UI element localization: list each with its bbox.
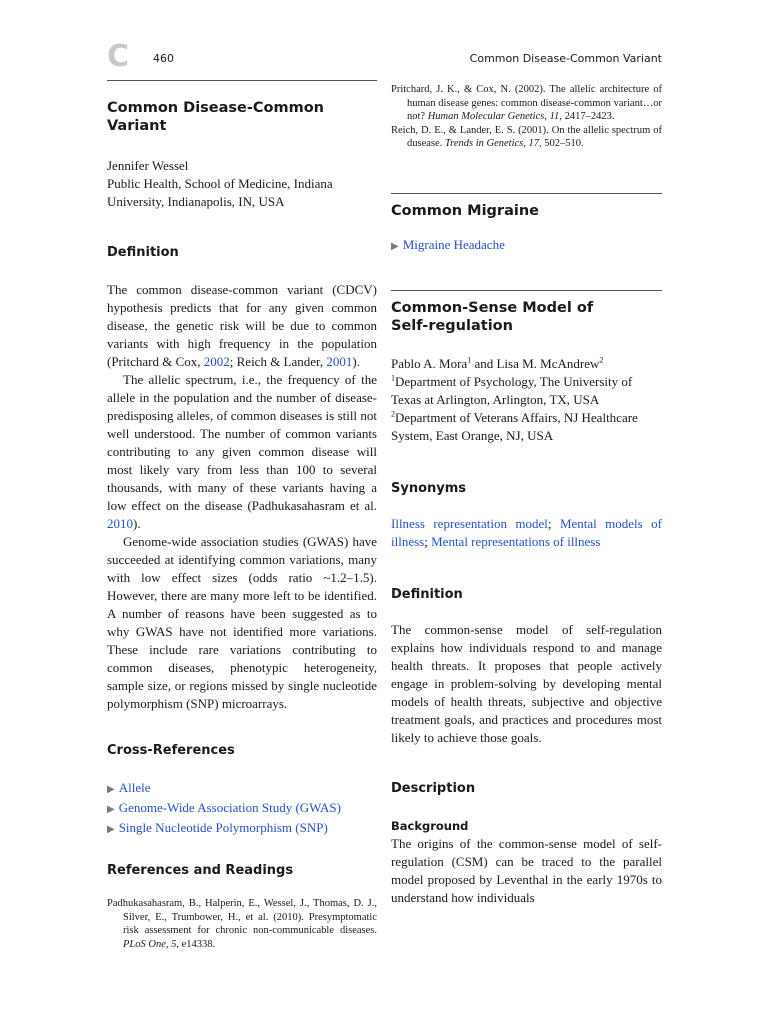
author-block (107, 157, 377, 211)
definition-paragraph-3: Genome-wide association studies (GWAS) have succeeded at identifying common variations, many with low effect sizes (odds ratio ~1.2–1.5). However, there are many more left to be identified. A number of reasons have been suggested as to why GWAS have not identified more variations. These include rare variations contributing to common diseases, phenotypic heterogeneity, sample size, or regions missed by single nucleotide polymorphism (SNP) microarrays. (107, 534, 377, 711)
definition-paragraph-2 (107, 371, 377, 533)
csm-definition-paragraph: The common-sense model of self-regulation explains how individuals respond to and manage health threats. It proposes that people actively engage in problem-solving by developing mental models of health threats, subjective and objective treatment goals, and practices and procedures most likely to achieve those goals. (391, 621, 662, 745)
text-run: ). (352, 354, 360, 369)
synonym-link-illness-representation[interactable]: Illness representation model (391, 515, 548, 531)
separator: ; (424, 533, 432, 549)
reference-reich-2001 (391, 124, 662, 151)
cross-references-heading: Cross-References (107, 743, 235, 758)
triangle-right-icon: ▶ (107, 824, 115, 835)
triangle-right-icon: ▶ (107, 784, 115, 795)
entry-title-csm-line-1: Common-Sense Model of (391, 299, 594, 316)
definition-paragraph-1 (107, 281, 377, 371)
csm-affiliation-2 (391, 409, 662, 445)
journal-name: Human Molecular Genetics, 11 (427, 111, 560, 122)
description-heading: Description (391, 780, 476, 796)
affiliation-marker: 1 (391, 373, 395, 383)
csm-definition-heading: Definition (391, 586, 463, 602)
crossref-link-snp[interactable]: Single Nucleotide Polymorphism (SNP) (118, 820, 328, 835)
affiliation-line-2: University, Indianapolis, IN, USA (107, 194, 285, 209)
citation-link-2010[interactable]: 2010 (107, 516, 133, 531)
author-name: and Lisa M. McAndrew (471, 355, 600, 371)
text-run: , 502–510. (539, 138, 584, 149)
affiliation-line-1: Public Health, School of Medicine, Indiana (107, 176, 333, 191)
text-run: The common disease-common variant (CDCV) hypothesis predicts that for any given common disease, the genetic risk will be due to common variants with high frequency in the population (Pritchard & Cox, (107, 282, 377, 369)
affiliation-marker: 2 (599, 355, 604, 365)
crossref-link-migraine-headache[interactable]: Migraine Headache (402, 236, 505, 252)
entry-header-migraine (391, 193, 662, 220)
separator: ; (547, 515, 560, 531)
page-number: 460 (153, 52, 174, 65)
triangle-right-icon: ▶ (391, 240, 399, 252)
entry-header-cdcv (107, 80, 377, 135)
crossref-item[interactable] (107, 799, 377, 819)
text-run: ). (133, 516, 141, 531)
section-letter: C (107, 39, 130, 74)
left-column (107, 80, 377, 951)
background-subheading: Background (391, 818, 469, 833)
running-title: Common Disease-Common Variant (469, 52, 662, 65)
synonyms-list (391, 515, 662, 551)
crossref-link-allele[interactable]: Allele (118, 780, 151, 795)
entry-title-cdcv: Common Disease-Common Variant (107, 100, 324, 134)
triangle-right-icon: ▶ (107, 804, 115, 815)
csm-author-block (391, 355, 662, 445)
citation-link-2002[interactable]: 2002 (203, 354, 230, 369)
definition-heading: Definition (107, 245, 179, 260)
references-heading: References and Readings (107, 863, 294, 878)
running-header (107, 40, 662, 74)
background-paragraph: The origins of the common-sense model of self-regulation (CSM) can be traced to the parallel model proposed by Leventhal in the early 1970s to understand how individuals (391, 835, 662, 905)
crossref-link-gwas[interactable]: Genome-Wide Association Study (GWAS) (118, 800, 341, 815)
reference-padhukasahasram-2010 (107, 897, 377, 951)
author-name: Jennifer Wessel (107, 158, 189, 173)
cross-references-list (107, 779, 377, 839)
synonym-link-mental-representations[interactable]: Mental representations of illness (431, 533, 601, 549)
crossref-item[interactable] (107, 819, 377, 839)
crossref-item[interactable] (107, 779, 377, 799)
text-run: Pritchard, J. K., & Cox, N. (2002). The allelic architecture of human disease genes: common disease-common variant…or not? (391, 84, 662, 122)
text-run: , e14338. (176, 938, 216, 950)
entry-title-csm-line-2: Self-regulation (391, 317, 513, 334)
affiliation-marker: 2 (391, 409, 395, 419)
affiliation-text: Department of Veterans Affairs, NJ Healthcare System, East Orange, NJ, USA (391, 409, 638, 443)
author-name: Pablo A. Mora (391, 355, 468, 371)
entry-title-migraine: Common Migraine (391, 202, 539, 219)
text-run: Reich, D. E., & Lander, E. S. (2001). On the allelic spectrum of dusease. (391, 124, 662, 149)
csm-affiliation-1 (391, 373, 662, 409)
affiliation-text: Department of Psychology, The University of Texas at Arlington, Arlington, TX, USA (391, 373, 633, 407)
entry-header-csm (391, 290, 662, 335)
crossref-item[interactable] (391, 236, 662, 256)
synonym-link-mental-models[interactable]: Mental models of illness (391, 515, 662, 549)
text-run: ; Reich & Lander, (229, 354, 327, 369)
text-run: Padhukasahasram, B., Halperin, E., Wessel, J., Thomas, D. J., Silver, E., Trumbower, H., et al. (2010). Presymptomatic risk assessment for chronic non-communicable diseases. (107, 898, 377, 936)
reference-pritchard-2002 (391, 83, 662, 124)
citation-link-2001[interactable]: 2001 (326, 354, 353, 369)
journal-name: PLoS One, 5 (123, 938, 177, 950)
affiliation-marker: 1 (467, 355, 472, 365)
text-run: The allelic spectrum, i.e., the frequency of the allele in the population and the number of disease-predisposing alleles, of common diseases is still not well understood. The number of common variants contributing to any given common disease will most likely vary from less than 100 to several thousands, with many of these variants having a low effect on the disease (Padhukasahasram et al. (107, 372, 377, 513)
csm-authors (391, 355, 662, 373)
text-run: , 2417–2423. (559, 111, 615, 122)
synonyms-heading: Synonyms (391, 480, 467, 496)
journal-name: Trends in Genetics, 17 (444, 138, 540, 149)
right-column (391, 83, 662, 907)
